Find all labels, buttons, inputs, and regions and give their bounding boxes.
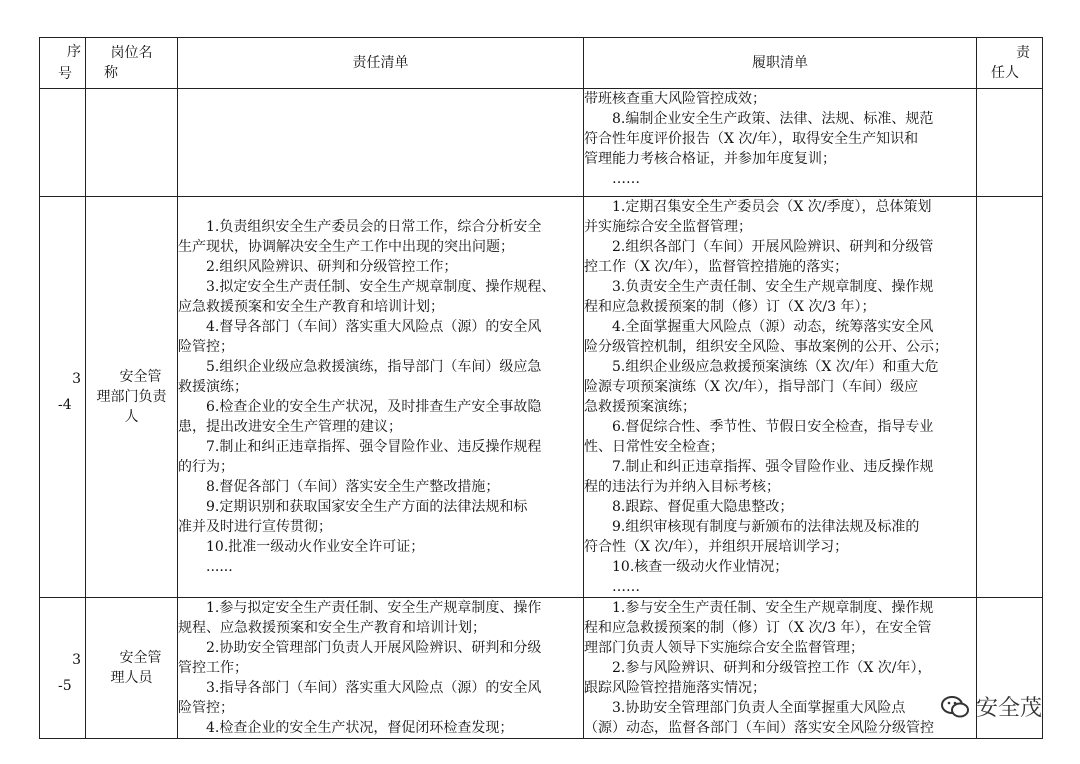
header-resp: 责任清单 (178, 38, 584, 89)
row2-post (86, 598, 178, 739)
row1-resp-line: 险管控； (178, 339, 234, 355)
row2-no-b: -5 (58, 678, 72, 694)
row1-resp-line: 1.负责组织安全生产委员会的日常工作，综合分析安全 (206, 219, 542, 235)
row1-perf-line: 程和应急救援预案的制（修）订（X 次/3 年）； (584, 299, 876, 315)
row1-post-line: 理部门负责 (96, 389, 167, 405)
row1-perf-line: 10.核查一级动火作业情况； (612, 559, 789, 575)
row1-resp-line: 7.制止和纠正违章指挥、强令冒险作业、违反操作规程 (206, 439, 542, 455)
row2-perf-line: 理部门负责人领导下实施综合安全监督管理； (584, 640, 864, 656)
row1-resp-line: 4.督导各部门（车间）落实重大风险点（源）的安全风 (206, 319, 542, 335)
row1-perf-line: 控工作（X 次/年），监督管控措施的落实； (584, 259, 849, 275)
wechat-icon (940, 695, 970, 719)
table-row (40, 89, 1043, 197)
header-no-b: 号 (58, 66, 72, 82)
row1-no-b: -4 (58, 397, 72, 413)
row1-resp-line: 准并及时进行宣传贯彻； (178, 519, 332, 535)
row2-resp (178, 598, 584, 739)
row1-perf-line: 3.负责安全生产责任制、安全生产规章制度、操作规 (612, 279, 934, 295)
row1-perf-line: 1.定期召集安全生产委员会（X 次/季度），总体策划 (612, 199, 932, 215)
row1-resp-line: 3.拟定安全生产责任制、安全生产规章制度、操作规程、 (206, 279, 556, 295)
row1-perf-line: 2.组织各部门（车间）开展风险辨识、研判和分级管 (612, 239, 934, 255)
row1-perf-line: 险分级管控机制，组织安全风险、事故案例的公开、公示； (584, 339, 948, 355)
row1-resp-line: 患，提出改进安全生产管理的建议； (178, 419, 402, 435)
row0-post (86, 89, 178, 197)
row1-perf-line: …… (612, 579, 640, 595)
row1-no-a: 3 (72, 371, 81, 387)
row1-perf-line: 7.制止和纠正违章指挥、强令冒险作业、违反操作规 (612, 459, 934, 475)
row2-resp-line: 4.检查企业的安全生产状况，督促闭环检查发现； (206, 720, 514, 736)
header-post (86, 38, 178, 89)
row1-resp-line: 6.检查企业的安全生产状况，及时排查生产安全事故隐 (206, 399, 542, 415)
row1-perf-line: 6.督促综合性、季节性、节假日安全检查，指导专业 (612, 419, 934, 435)
row2-perf-line: （源）动态，监督各部门（车间）落实安全风险分级管控 (584, 720, 934, 736)
row1-perf-line: 8.跟踪、督促重大隐患整改； (612, 499, 794, 515)
row2-perf-line: 2.参与风险辨识、研判和分级管控工作（X 次/年）， (612, 660, 932, 676)
row1-perf-line: 性、日常性安全检查； (584, 439, 724, 455)
row2-resp-line: 险管控； (178, 700, 234, 716)
row1-perf-line: 急救援预案演练； (584, 399, 696, 415)
row1-resp-line: 2.组织风险辨识、研判和分级管控工作； (206, 259, 458, 275)
row0-no (40, 89, 86, 197)
row2-perf (584, 598, 977, 739)
row1-resp-line: 应急救援预案和安全生产教育和培训计划； (178, 299, 444, 315)
row1-owner (977, 197, 1043, 598)
row0-perf-line: 带班核查重大风险管控成效； (584, 91, 766, 107)
row0-perf (584, 89, 977, 197)
row0-owner (977, 89, 1043, 197)
row2-perf-line: 程和应急救援预案的制（修）订（X 次/3 年），在安全管 (584, 620, 932, 636)
row1-post-line: 安全管 (119, 369, 162, 385)
table-row (40, 598, 1043, 739)
row2-resp-line: 规程、应急救援预案和安全生产教育和培训计划； (178, 620, 486, 636)
header-perf: 履职清单 (584, 38, 977, 89)
row2-resp-line: 3.指导各部门（车间）落实重大风险点（源）的安全风 (206, 680, 542, 696)
row2-post-line: 理人员 (110, 670, 153, 686)
header-owner (977, 38, 1043, 89)
watermark-text: 安全茂 (975, 696, 1042, 721)
row0-perf-line: 8.编制企业安全生产政策、法律、法规、标准、规范 (612, 111, 934, 127)
row2-perf-line: 跟踪风险管控措施落实情况； (584, 680, 766, 696)
row1-perf-line: 4.全面掌握重大风险点（源）动态，统筹落实安全风 (612, 319, 934, 335)
row2-no (40, 598, 86, 739)
row1-resp-line: 救援演练； (178, 379, 248, 395)
row1-perf-line: 9.组织审核现有制度与新颁布的法律法规及标准的 (612, 519, 920, 535)
row2-resp-line: 1.参与拟定安全生产责任制、安全生产规章制度、操作 (206, 600, 542, 616)
row1-perf-line: 符合性（X 次/年），并组织开展培训学习； (584, 539, 849, 555)
header-post-b: 称 (104, 65, 118, 81)
row2-resp-line: 管控工作； (178, 660, 248, 676)
header-no-a: 序 (67, 44, 81, 60)
row2-no-a: 3 (72, 652, 81, 668)
row2-perf-line: 3.协助安全管理部门负责人全面掌握重大风险点 (612, 700, 906, 716)
row2-post-line: 安全管 (119, 650, 162, 666)
row1-perf-line: 程的违法行为并纳入目标考核； (584, 479, 780, 495)
row1-post (86, 197, 178, 598)
row0-resp (178, 89, 584, 197)
header-owner-a: 责 (1016, 45, 1030, 61)
row0-perf-line: 符合性年度评价报告（X 次/年），取得安全生产知识和 (584, 131, 919, 147)
row0-perf-line: 管理能力考核合格证，并参加年度复训； (584, 151, 836, 167)
header-no (40, 38, 86, 89)
row1-perf-line: 并实施综合安全监督管理； (584, 219, 752, 235)
row1-resp-line: 9.定期识别和获取国家安全生产方面的法律法规和标 (206, 499, 528, 515)
row1-perf-line: 险源专项预案演练（X 次/年），指导部门（车间）级应 (584, 379, 919, 395)
row1-resp-line: 10.批准一级动火作业安全许可证； (206, 539, 425, 555)
duty-table (39, 37, 1043, 739)
header-post-a: 岗位名 (110, 45, 153, 61)
row1-resp-line: 5.组织企业级应急救援演练，指导部门（车间）级应急 (206, 359, 542, 375)
row1-resp-line: ...... (206, 559, 233, 575)
row2-perf-line: 1.参与安全生产责任制、安全生产规章制度、操作规 (612, 600, 934, 616)
row1-post-line: 人 (124, 409, 139, 425)
header-row (40, 38, 1043, 89)
row1-resp-line: 生产现状，协调解决安全生产工作中出现的突出问题； (178, 239, 514, 255)
row1-no (40, 197, 86, 598)
row1-perf (584, 197, 977, 598)
header-owner-b: 任人 (991, 65, 1019, 81)
row1-resp-line: 8.督促各部门（车间）落实安全生产整改措施； (206, 479, 500, 495)
row2-resp-line: 2.协助安全管理部门负责人开展风险辨识、研判和分级 (206, 640, 542, 656)
row1-resp (178, 197, 584, 598)
row0-perf-line: …… (612, 171, 640, 187)
row1-resp-line: 的行为； (178, 459, 234, 475)
row1-perf-line: 5.组织企业级应急救援预案演练（X 次/年）和重大危 (612, 359, 939, 375)
table-row (40, 197, 1043, 598)
watermark (940, 691, 1042, 722)
